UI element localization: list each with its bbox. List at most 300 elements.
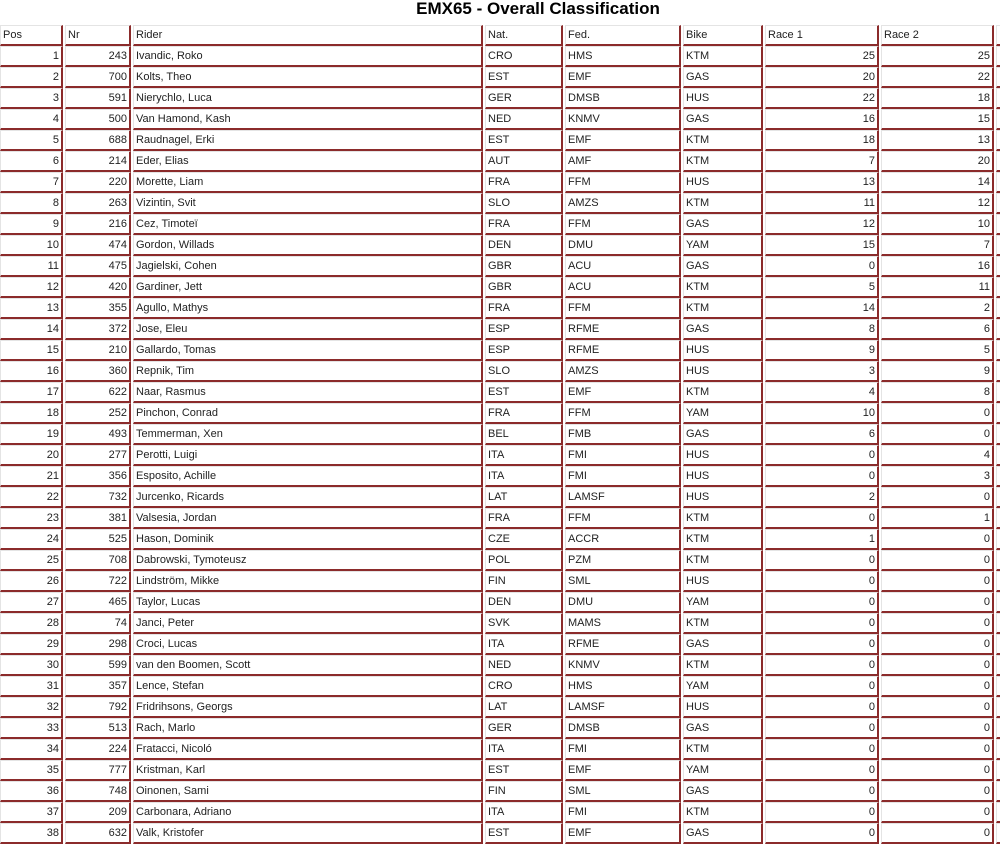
cell-nat: AUT <box>485 151 563 172</box>
cell-fed: FMB <box>565 424 681 445</box>
cell-pos: 37 <box>0 802 63 823</box>
cell-nr: 243 <box>65 46 131 67</box>
cell-bike: KTM <box>683 130 763 151</box>
cell-nr: 356 <box>65 466 131 487</box>
cell-race1: 0 <box>765 550 879 571</box>
cell-rider: Nierychlo, Luca <box>133 88 483 109</box>
cell-race1: 25 <box>765 46 879 67</box>
cell-pos: 11 <box>0 256 63 277</box>
cell-nat: FIN <box>485 781 563 802</box>
cell-race1: 4 <box>765 382 879 403</box>
cell-nat: CRO <box>485 676 563 697</box>
cell-pos: 38 <box>0 823 63 844</box>
cell-pos: 13 <box>0 298 63 319</box>
table-row <box>0 466 1000 487</box>
cell-pos: 36 <box>0 781 63 802</box>
cell-rider: Fridrihsons, Georgs <box>133 697 483 718</box>
cell-bike: GAS <box>683 823 763 844</box>
cell-race1: 7 <box>765 151 879 172</box>
table-row <box>0 424 1000 445</box>
table-row <box>0 361 1000 382</box>
cell-overflow <box>996 592 1000 613</box>
cell-overflow <box>996 88 1000 109</box>
cell-fed: PZM <box>565 550 681 571</box>
cell-bike: KTM <box>683 193 763 214</box>
cell-nr: 252 <box>65 403 131 424</box>
cell-fed: FFM <box>565 403 681 424</box>
table-row <box>0 130 1000 151</box>
cell-nr: 210 <box>65 340 131 361</box>
cell-bike: KTM <box>683 550 763 571</box>
cell-rider: Lindström, Mikke <box>133 571 483 592</box>
table-row <box>0 382 1000 403</box>
cell-nat: EST <box>485 382 563 403</box>
cell-overflow <box>996 550 1000 571</box>
cell-bike: GAS <box>683 634 763 655</box>
cell-overflow <box>996 697 1000 718</box>
cell-nat: FRA <box>485 214 563 235</box>
cell-race2: 15 <box>881 109 994 130</box>
cell-race1: 0 <box>765 571 879 592</box>
cell-rider: Gordon, Willads <box>133 235 483 256</box>
cell-pos: 1 <box>0 46 63 67</box>
header-row <box>0 25 1000 46</box>
cell-bike: KTM <box>683 46 763 67</box>
cell-race1: 11 <box>765 193 879 214</box>
cell-bike: YAM <box>683 235 763 256</box>
cell-overflow <box>996 382 1000 403</box>
cell-overflow <box>996 109 1000 130</box>
cell-bike: KTM <box>683 508 763 529</box>
cell-race2: 0 <box>881 592 994 613</box>
cell-bike: GAS <box>683 67 763 88</box>
cell-fed: ACU <box>565 277 681 298</box>
table-row <box>0 529 1000 550</box>
cell-pos: 15 <box>0 340 63 361</box>
cell-pos: 12 <box>0 277 63 298</box>
cell-fed: LAMSF <box>565 487 681 508</box>
cell-rider: Temmerman, Xen <box>133 424 483 445</box>
cell-fed: RFME <box>565 340 681 361</box>
classification-table <box>0 25 1000 844</box>
cell-nat: FRA <box>485 403 563 424</box>
cell-rider: Dabrowski, Tymoteusz <box>133 550 483 571</box>
cell-bike: HUS <box>683 487 763 508</box>
cell-race1: 13 <box>765 172 879 193</box>
cell-race2: 8 <box>881 382 994 403</box>
cell-pos: 4 <box>0 109 63 130</box>
cell-race1: 18 <box>765 130 879 151</box>
cell-race1: 14 <box>765 298 879 319</box>
header-nat: Nat. <box>485 25 563 46</box>
cell-pos: 17 <box>0 382 63 403</box>
cell-rider: Van Hamond, Kash <box>133 109 483 130</box>
cell-race1: 20 <box>765 67 879 88</box>
table-row <box>0 445 1000 466</box>
cell-nat: CZE <box>485 529 563 550</box>
cell-rider: Croci, Lucas <box>133 634 483 655</box>
cell-rider: Jose, Eleu <box>133 319 483 340</box>
cell-fed: EMF <box>565 382 681 403</box>
cell-rider: Fratacci, Nicoló <box>133 739 483 760</box>
cell-nat: EST <box>485 760 563 781</box>
cell-bike: KTM <box>683 613 763 634</box>
cell-nr: 513 <box>65 718 131 739</box>
cell-fed: FMI <box>565 445 681 466</box>
cell-bike: KTM <box>683 802 763 823</box>
table-row <box>0 235 1000 256</box>
cell-race2: 0 <box>881 529 994 550</box>
cell-nat: NED <box>485 655 563 676</box>
table-row <box>0 487 1000 508</box>
cell-bike: HUS <box>683 697 763 718</box>
cell-race2: 0 <box>881 802 994 823</box>
cell-race2: 6 <box>881 319 994 340</box>
cell-race2: 0 <box>881 634 994 655</box>
cell-race2: 0 <box>881 487 994 508</box>
table-row <box>0 718 1000 739</box>
cell-bike: GAS <box>683 319 763 340</box>
cell-race2: 0 <box>881 403 994 424</box>
cell-overflow <box>996 172 1000 193</box>
cell-race1: 22 <box>765 88 879 109</box>
classification-table-container <box>0 25 1000 844</box>
cell-pos: 3 <box>0 88 63 109</box>
cell-fed: KNMV <box>565 655 681 676</box>
cell-pos: 5 <box>0 130 63 151</box>
cell-nat: ITA <box>485 445 563 466</box>
cell-race1: 0 <box>765 739 879 760</box>
cell-overflow <box>996 676 1000 697</box>
cell-nat: ESP <box>485 340 563 361</box>
cell-overflow <box>996 277 1000 298</box>
cell-fed: FFM <box>565 508 681 529</box>
cell-rider: Taylor, Lucas <box>133 592 483 613</box>
cell-race1: 0 <box>765 613 879 634</box>
cell-race2: 7 <box>881 235 994 256</box>
cell-nr: 381 <box>65 508 131 529</box>
table-row <box>0 508 1000 529</box>
cell-overflow <box>996 340 1000 361</box>
cell-nat: SVK <box>485 613 563 634</box>
cell-nr: 263 <box>65 193 131 214</box>
header-fed: Fed. <box>565 25 681 46</box>
cell-race2: 9 <box>881 361 994 382</box>
cell-fed: FMI <box>565 802 681 823</box>
cell-fed: AMZS <box>565 193 681 214</box>
header-overflow <box>996 25 1000 46</box>
cell-nr: 224 <box>65 739 131 760</box>
cell-rider: Rach, Marlo <box>133 718 483 739</box>
cell-bike: GAS <box>683 781 763 802</box>
table-row <box>0 613 1000 634</box>
cell-pos: 32 <box>0 697 63 718</box>
cell-nat: DEN <box>485 235 563 256</box>
table-row <box>0 823 1000 844</box>
table-row <box>0 256 1000 277</box>
cell-overflow <box>996 655 1000 676</box>
cell-race1: 3 <box>765 361 879 382</box>
cell-fed: AMZS <box>565 361 681 382</box>
cell-race2: 0 <box>881 550 994 571</box>
cell-rider: van den Boomen, Scott <box>133 655 483 676</box>
cell-fed: DMSB <box>565 718 681 739</box>
cell-fed: RFME <box>565 634 681 655</box>
cell-race2: 10 <box>881 214 994 235</box>
cell-rider: Kristman, Karl <box>133 760 483 781</box>
cell-race1: 15 <box>765 235 879 256</box>
cell-pos: 19 <box>0 424 63 445</box>
cell-race2: 0 <box>881 781 994 802</box>
cell-fed: LAMSF <box>565 697 681 718</box>
cell-bike: YAM <box>683 676 763 697</box>
cell-overflow <box>996 508 1000 529</box>
cell-nat: NED <box>485 109 563 130</box>
cell-race2: 1 <box>881 508 994 529</box>
cell-nat: SLO <box>485 193 563 214</box>
cell-fed: FFM <box>565 172 681 193</box>
cell-pos: 7 <box>0 172 63 193</box>
cell-nr: 220 <box>65 172 131 193</box>
cell-rider: Esposito, Achille <box>133 466 483 487</box>
cell-nr: 214 <box>65 151 131 172</box>
cell-fed: KNMV <box>565 109 681 130</box>
cell-bike: HUS <box>683 340 763 361</box>
cell-rider: Repnik, Tim <box>133 361 483 382</box>
cell-rider: Lence, Stefan <box>133 676 483 697</box>
cell-nr: 357 <box>65 676 131 697</box>
cell-fed: DMU <box>565 592 681 613</box>
table-row <box>0 571 1000 592</box>
table-row <box>0 214 1000 235</box>
cell-nr: 591 <box>65 88 131 109</box>
cell-bike: KTM <box>683 151 763 172</box>
cell-fed: RFME <box>565 319 681 340</box>
cell-nr: 777 <box>65 760 131 781</box>
cell-nr: 372 <box>65 319 131 340</box>
cell-rider: Gardiner, Jett <box>133 277 483 298</box>
cell-nat: GER <box>485 718 563 739</box>
cell-rider: Valk, Kristofer <box>133 823 483 844</box>
header-pos: Pos <box>0 25 63 46</box>
cell-bike: GAS <box>683 214 763 235</box>
cell-race1: 10 <box>765 403 879 424</box>
header-bike: Bike <box>683 25 763 46</box>
table-row <box>0 319 1000 340</box>
cell-pos: 25 <box>0 550 63 571</box>
cell-fed: FMI <box>565 739 681 760</box>
cell-rider: Agullo, Mathys <box>133 298 483 319</box>
cell-nr: 732 <box>65 487 131 508</box>
cell-nr: 420 <box>65 277 131 298</box>
cell-nat: EST <box>485 130 563 151</box>
cell-rider: Pinchon, Conrad <box>133 403 483 424</box>
cell-race1: 0 <box>765 676 879 697</box>
cell-bike: KTM <box>683 529 763 550</box>
cell-pos: 27 <box>0 592 63 613</box>
cell-bike: HUS <box>683 571 763 592</box>
cell-race2: 14 <box>881 172 994 193</box>
table-row <box>0 676 1000 697</box>
cell-rider: Naar, Rasmus <box>133 382 483 403</box>
header-race1: Race 1 <box>765 25 879 46</box>
cell-race2: 5 <box>881 340 994 361</box>
cell-rider: Raudnagel, Erki <box>133 130 483 151</box>
cell-race1: 12 <box>765 214 879 235</box>
cell-fed: EMF <box>565 67 681 88</box>
cell-pos: 35 <box>0 760 63 781</box>
cell-nr: 74 <box>65 613 131 634</box>
cell-race2: 2 <box>881 298 994 319</box>
cell-rider: Valsesia, Jordan <box>133 508 483 529</box>
cell-overflow <box>996 802 1000 823</box>
cell-bike: GAS <box>683 256 763 277</box>
cell-fed: AMF <box>565 151 681 172</box>
cell-rider: Eder, Elias <box>133 151 483 172</box>
table-row <box>0 67 1000 88</box>
cell-fed: DMSB <box>565 88 681 109</box>
cell-race2: 0 <box>881 676 994 697</box>
cell-nr: 700 <box>65 67 131 88</box>
cell-nat: ITA <box>485 739 563 760</box>
cell-nat: BEL <box>485 424 563 445</box>
cell-pos: 18 <box>0 403 63 424</box>
cell-bike: KTM <box>683 298 763 319</box>
cell-race1: 0 <box>765 718 879 739</box>
cell-overflow <box>996 634 1000 655</box>
table-row <box>0 88 1000 109</box>
cell-race2: 22 <box>881 67 994 88</box>
cell-race2: 0 <box>881 697 994 718</box>
cell-nr: 748 <box>65 781 131 802</box>
cell-nr: 474 <box>65 235 131 256</box>
cell-nat: ITA <box>485 802 563 823</box>
table-row <box>0 298 1000 319</box>
cell-race1: 0 <box>765 781 879 802</box>
cell-nat: POL <box>485 550 563 571</box>
cell-pos: 8 <box>0 193 63 214</box>
cell-rider: Oinonen, Sami <box>133 781 483 802</box>
table-row <box>0 193 1000 214</box>
cell-race1: 5 <box>765 277 879 298</box>
cell-fed: MAMS <box>565 613 681 634</box>
cell-bike: GAS <box>683 109 763 130</box>
cell-race1: 2 <box>765 487 879 508</box>
cell-nat: CRO <box>485 46 563 67</box>
cell-overflow <box>996 67 1000 88</box>
cell-overflow <box>996 256 1000 277</box>
table-row <box>0 550 1000 571</box>
cell-nr: 599 <box>65 655 131 676</box>
cell-overflow <box>996 613 1000 634</box>
cell-fed: ACU <box>565 256 681 277</box>
cell-race2: 0 <box>881 424 994 445</box>
cell-bike: KTM <box>683 655 763 676</box>
cell-nat: ITA <box>485 634 563 655</box>
cell-race1: 0 <box>765 508 879 529</box>
cell-overflow <box>996 571 1000 592</box>
cell-pos: 6 <box>0 151 63 172</box>
cell-fed: FFM <box>565 214 681 235</box>
cell-nr: 355 <box>65 298 131 319</box>
table-row <box>0 340 1000 361</box>
cell-race1: 0 <box>765 256 879 277</box>
cell-nat: FRA <box>485 298 563 319</box>
cell-race2: 0 <box>881 760 994 781</box>
cell-overflow <box>996 319 1000 340</box>
cell-bike: HUS <box>683 172 763 193</box>
cell-race1: 16 <box>765 109 879 130</box>
table-body <box>0 46 1000 844</box>
cell-pos: 21 <box>0 466 63 487</box>
cell-race1: 0 <box>765 445 879 466</box>
cell-overflow <box>996 760 1000 781</box>
cell-rider: Perotti, Luigi <box>133 445 483 466</box>
cell-fed: SML <box>565 781 681 802</box>
cell-pos: 29 <box>0 634 63 655</box>
cell-overflow <box>996 424 1000 445</box>
cell-rider: Kolts, Theo <box>133 67 483 88</box>
cell-race1: 0 <box>765 655 879 676</box>
cell-nr: 722 <box>65 571 131 592</box>
table-row <box>0 697 1000 718</box>
cell-overflow <box>996 529 1000 550</box>
table-row <box>0 151 1000 172</box>
cell-nr: 298 <box>65 634 131 655</box>
table-row <box>0 592 1000 613</box>
cell-nat: EST <box>485 823 563 844</box>
table-row <box>0 172 1000 193</box>
cell-overflow <box>996 739 1000 760</box>
cell-race2: 13 <box>881 130 994 151</box>
table-row <box>0 655 1000 676</box>
cell-rider: Gallardo, Tomas <box>133 340 483 361</box>
cell-fed: HMS <box>565 46 681 67</box>
table-row <box>0 760 1000 781</box>
cell-race1: 0 <box>765 760 879 781</box>
cell-race2: 16 <box>881 256 994 277</box>
cell-pos: 24 <box>0 529 63 550</box>
cell-bike: HUS <box>683 361 763 382</box>
cell-nat: ESP <box>485 319 563 340</box>
cell-pos: 20 <box>0 445 63 466</box>
cell-overflow <box>996 46 1000 67</box>
cell-race1: 0 <box>765 802 879 823</box>
table-row <box>0 802 1000 823</box>
cell-race1: 8 <box>765 319 879 340</box>
cell-rider: Jurcenko, Ricards <box>133 487 483 508</box>
cell-nat: GER <box>485 88 563 109</box>
cell-race1: 0 <box>765 823 879 844</box>
header-nr: Nr <box>65 25 131 46</box>
cell-nr: 792 <box>65 697 131 718</box>
cell-race2: 12 <box>881 193 994 214</box>
cell-rider: Jagielski, Cohen <box>133 256 483 277</box>
cell-bike: HUS <box>683 445 763 466</box>
table-row <box>0 739 1000 760</box>
cell-race2: 11 <box>881 277 994 298</box>
cell-race2: 0 <box>881 655 994 676</box>
cell-race1: 6 <box>765 424 879 445</box>
cell-fed: EMF <box>565 823 681 844</box>
cell-fed: FMI <box>565 466 681 487</box>
cell-nat: LAT <box>485 697 563 718</box>
cell-pos: 30 <box>0 655 63 676</box>
cell-race2: 0 <box>881 571 994 592</box>
cell-race1: 0 <box>765 466 879 487</box>
cell-nr: 277 <box>65 445 131 466</box>
cell-bike: HUS <box>683 466 763 487</box>
